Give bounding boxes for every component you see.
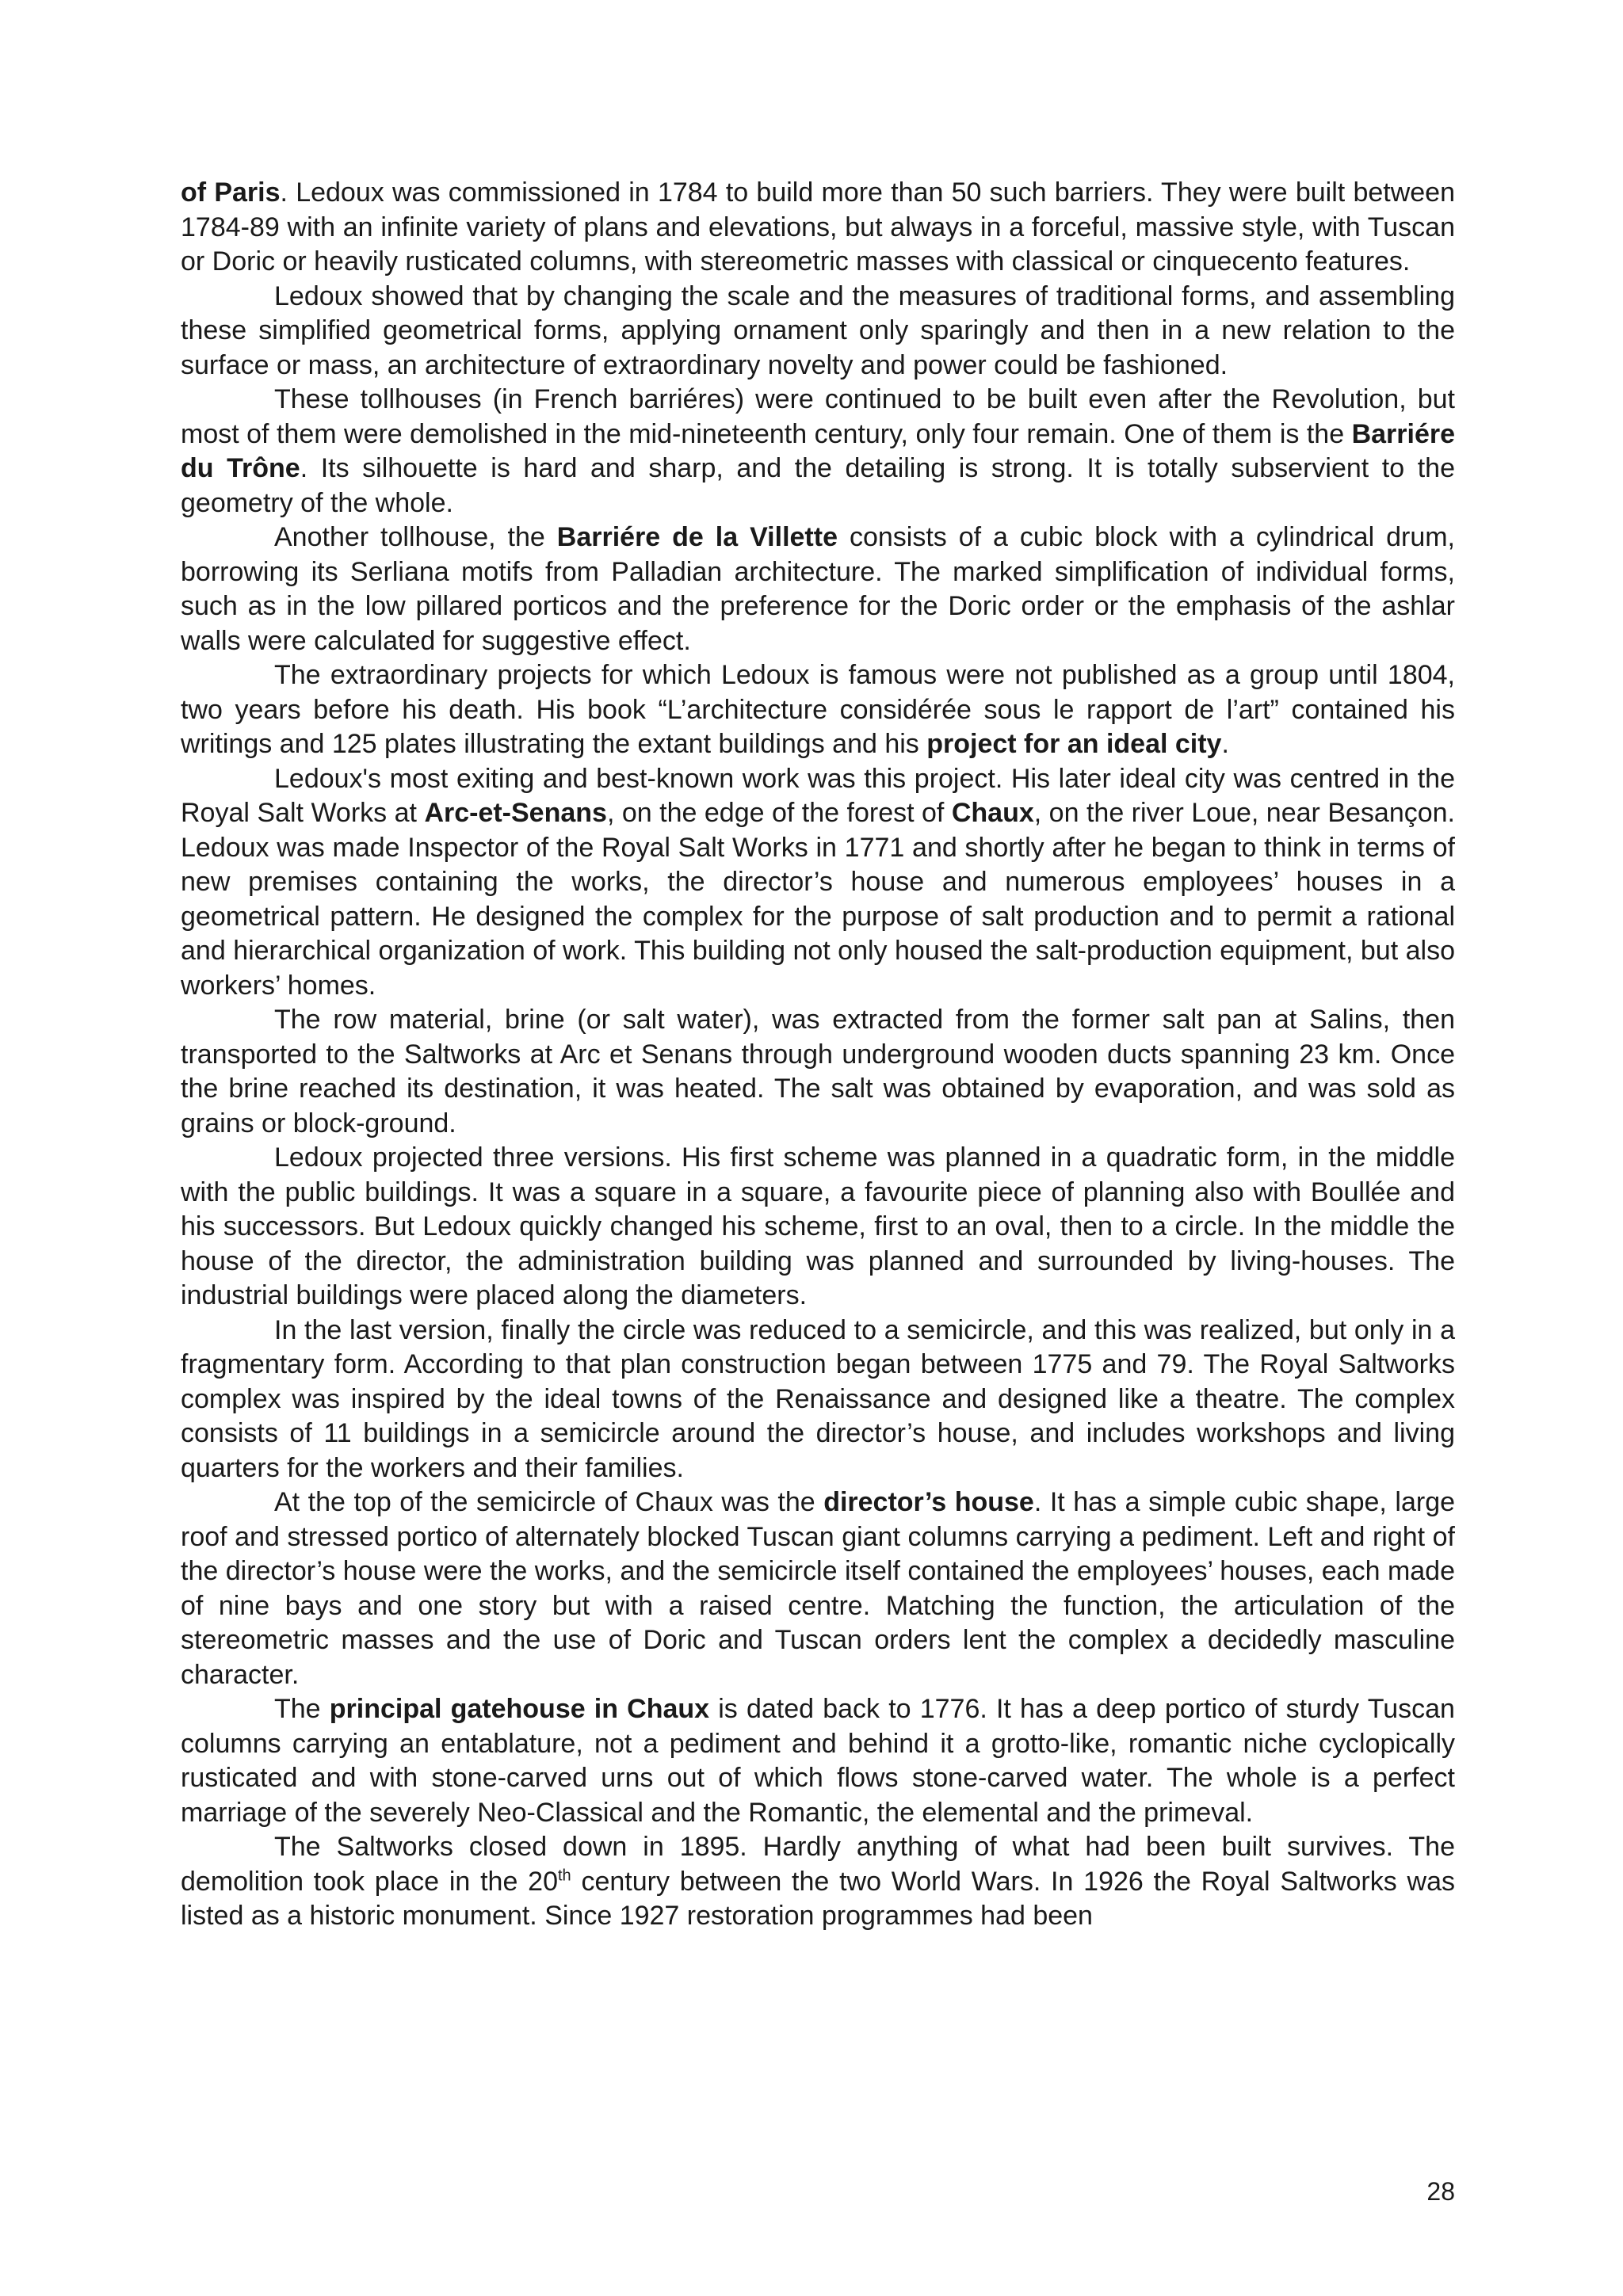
paragraph bbox=[181, 176, 1455, 280]
document-body bbox=[181, 176, 1455, 1934]
paragraph bbox=[181, 1314, 1455, 1486]
text-run: century between the two World Wars. In 1926 the Royal Saltworks was listed as a historic monument. Since 1927 restoration programmes had been bbox=[181, 1866, 1455, 1931]
text-run: Ledoux's most exiting and best-known work was this project. His later ideal city was centred in the Royal Salt Works at bbox=[181, 763, 1455, 828]
paragraph bbox=[181, 1003, 1455, 1141]
page-number: 28 bbox=[1426, 2177, 1455, 2206]
text-run: The Saltworks closed down in 1895. Hardly anything of what had been built survives. The demolition took place in the 20 bbox=[181, 1832, 1455, 1897]
text-run: In the last version, finally the circle was reduced to a semicircle, and this was realized, but only in a fragmentary form. According to that plan construction began between 1775 and 79. The Royal Saltworks complex was inspired by the ideal towns of the Renaissance and designed like a theatre. The complex consists of 11 buildings in a semicircle around the director’s house, and includes workshops and living quarters for the workers and their families. bbox=[181, 1314, 1455, 1483]
text-run: The bbox=[274, 1694, 330, 1724]
paragraph bbox=[181, 1692, 1455, 1830]
text-run: The extraordinary projects for which Ledoux is famous were not published as a group until 1804, two years before his death. His book “L’architecture considérée sous le rapport de l’art” contained his writings and 125 plates illustrating the extant buildings and his bbox=[181, 660, 1455, 759]
bold-term: Barriére de la Villette bbox=[556, 522, 838, 552]
bold-term: Chaux bbox=[951, 798, 1034, 828]
text-run: . Ledoux was commissioned in 1784 to build more than 50 such barriers. They were built between 1784-89 with an infinite variety of plans and elevations, but always in a forceful, massive style, with Tuscan or Doric or heavily rusticated columns, with stereometric masses with classical or cinquecento features. bbox=[181, 177, 1455, 277]
paragraph bbox=[181, 1830, 1455, 1934]
bold-term: project for an ideal city bbox=[926, 729, 1222, 759]
paragraph bbox=[181, 383, 1455, 521]
bold-term: of Paris bbox=[181, 177, 281, 208]
paragraph bbox=[181, 1141, 1455, 1314]
paragraph bbox=[181, 658, 1455, 762]
bold-term: Arc-et-Senans bbox=[424, 798, 607, 828]
text-run: , on the river Loue, near Besançon. Ledoux was made Inspector of the Royal Salt Works in 1771 and shortly after he began to think in terms of new premises containing the works, the director’s house and numerous employees’ houses in a geometrical pattern. He designed the complex for the purpose of salt production and to permit a rational and hierarchical organization of work. This building not only housed the salt-production equipment, but also workers’ homes. bbox=[181, 798, 1455, 1001]
superscript: th bbox=[557, 1867, 571, 1885]
paragraph bbox=[181, 521, 1455, 658]
text-run: consists of a cubic block with a cylindrical drum, borrowing its Serliana motifs from Palladian architecture. The marked simplification of individual forms, such as in the low pillared porticos and the preference for the Doric order or the emphasis of the ashlar walls were calculated for suggestive effect. bbox=[181, 522, 1455, 656]
text-run: At the top of the semicircle of Chaux was the bbox=[274, 1487, 824, 1517]
paragraph bbox=[181, 280, 1455, 383]
text-run: Ledoux projected three versions. His first scheme was planned in a quadratic form, in the middle with the public buildings. It was a square in a square, a favourite piece of planning also with Boullée and his successors. But Ledoux quickly changed his scheme, first to an oval, then to a circle. In the middle the house of the director, the administration building was planned and surrounded by living-houses. The industrial buildings were placed along the diameters. bbox=[181, 1142, 1455, 1310]
text-run: These tollhouses (in French barriéres) were continued to be built even after the Revolution, but most of them were demolished in the mid-nineteenth century, only four remain. One of them is the bbox=[181, 384, 1455, 449]
bold-term: director’s house bbox=[823, 1487, 1034, 1517]
bold-term: Barriére du Trône bbox=[181, 418, 1455, 483]
text-run: , on the edge of the forest of bbox=[606, 798, 952, 828]
text-run: Ledoux showed that by changing the scale and the measures of traditional forms, and assembling these simplified geometrical forms, applying ornament only sparingly and then in a new relation to the surface or mass, an architecture of extraordinary novelty and power could be fashioned. bbox=[181, 280, 1455, 380]
text-run: Another tollhouse, the bbox=[274, 522, 557, 552]
paragraph bbox=[181, 762, 1455, 1004]
text-run: is dated back to 1776. It has a deep portico of sturdy Tuscan columns carrying an entablature, not a pediment and behind it a grotto-like, romantic niche cyclopically rusticated and with stone-carved urns out of which flows stone-carved water. The whole is a perfect marriage of the severely Neo-Classical and the Romantic, the elemental and the primeval. bbox=[181, 1694, 1455, 1828]
text-run: . It has a simple cubic shape, large roof and stressed portico of alternately blocked Tuscan giant columns carrying a pediment. Left and right of the director’s house were the works, and the semicircle itself contained the employees’ houses, each made of nine bays and one story but with a raised centre. Matching the function, the articulation of the stereometric masses and the use of Doric and Tuscan orders lent the complex a decidedly masculine character. bbox=[181, 1487, 1456, 1690]
bold-term: principal gatehouse in Chaux bbox=[329, 1694, 710, 1724]
text-run: . bbox=[1221, 729, 1229, 759]
text-run: The row material, brine (or salt water), was extracted from the former salt pan at Salins, then transported to the Saltworks at Arc et Senans through underground wooden ducts spanning 23 km. Once the brine reached its destination, it was heated. The salt was obtained by evaporation, and was sold as grains or block-ground. bbox=[181, 1005, 1455, 1138]
text-run: . Its silhouette is hard and sharp, and the detailing is strong. It is totally subservient to the geometry of the whole. bbox=[181, 453, 1455, 518]
paragraph bbox=[181, 1486, 1455, 1692]
